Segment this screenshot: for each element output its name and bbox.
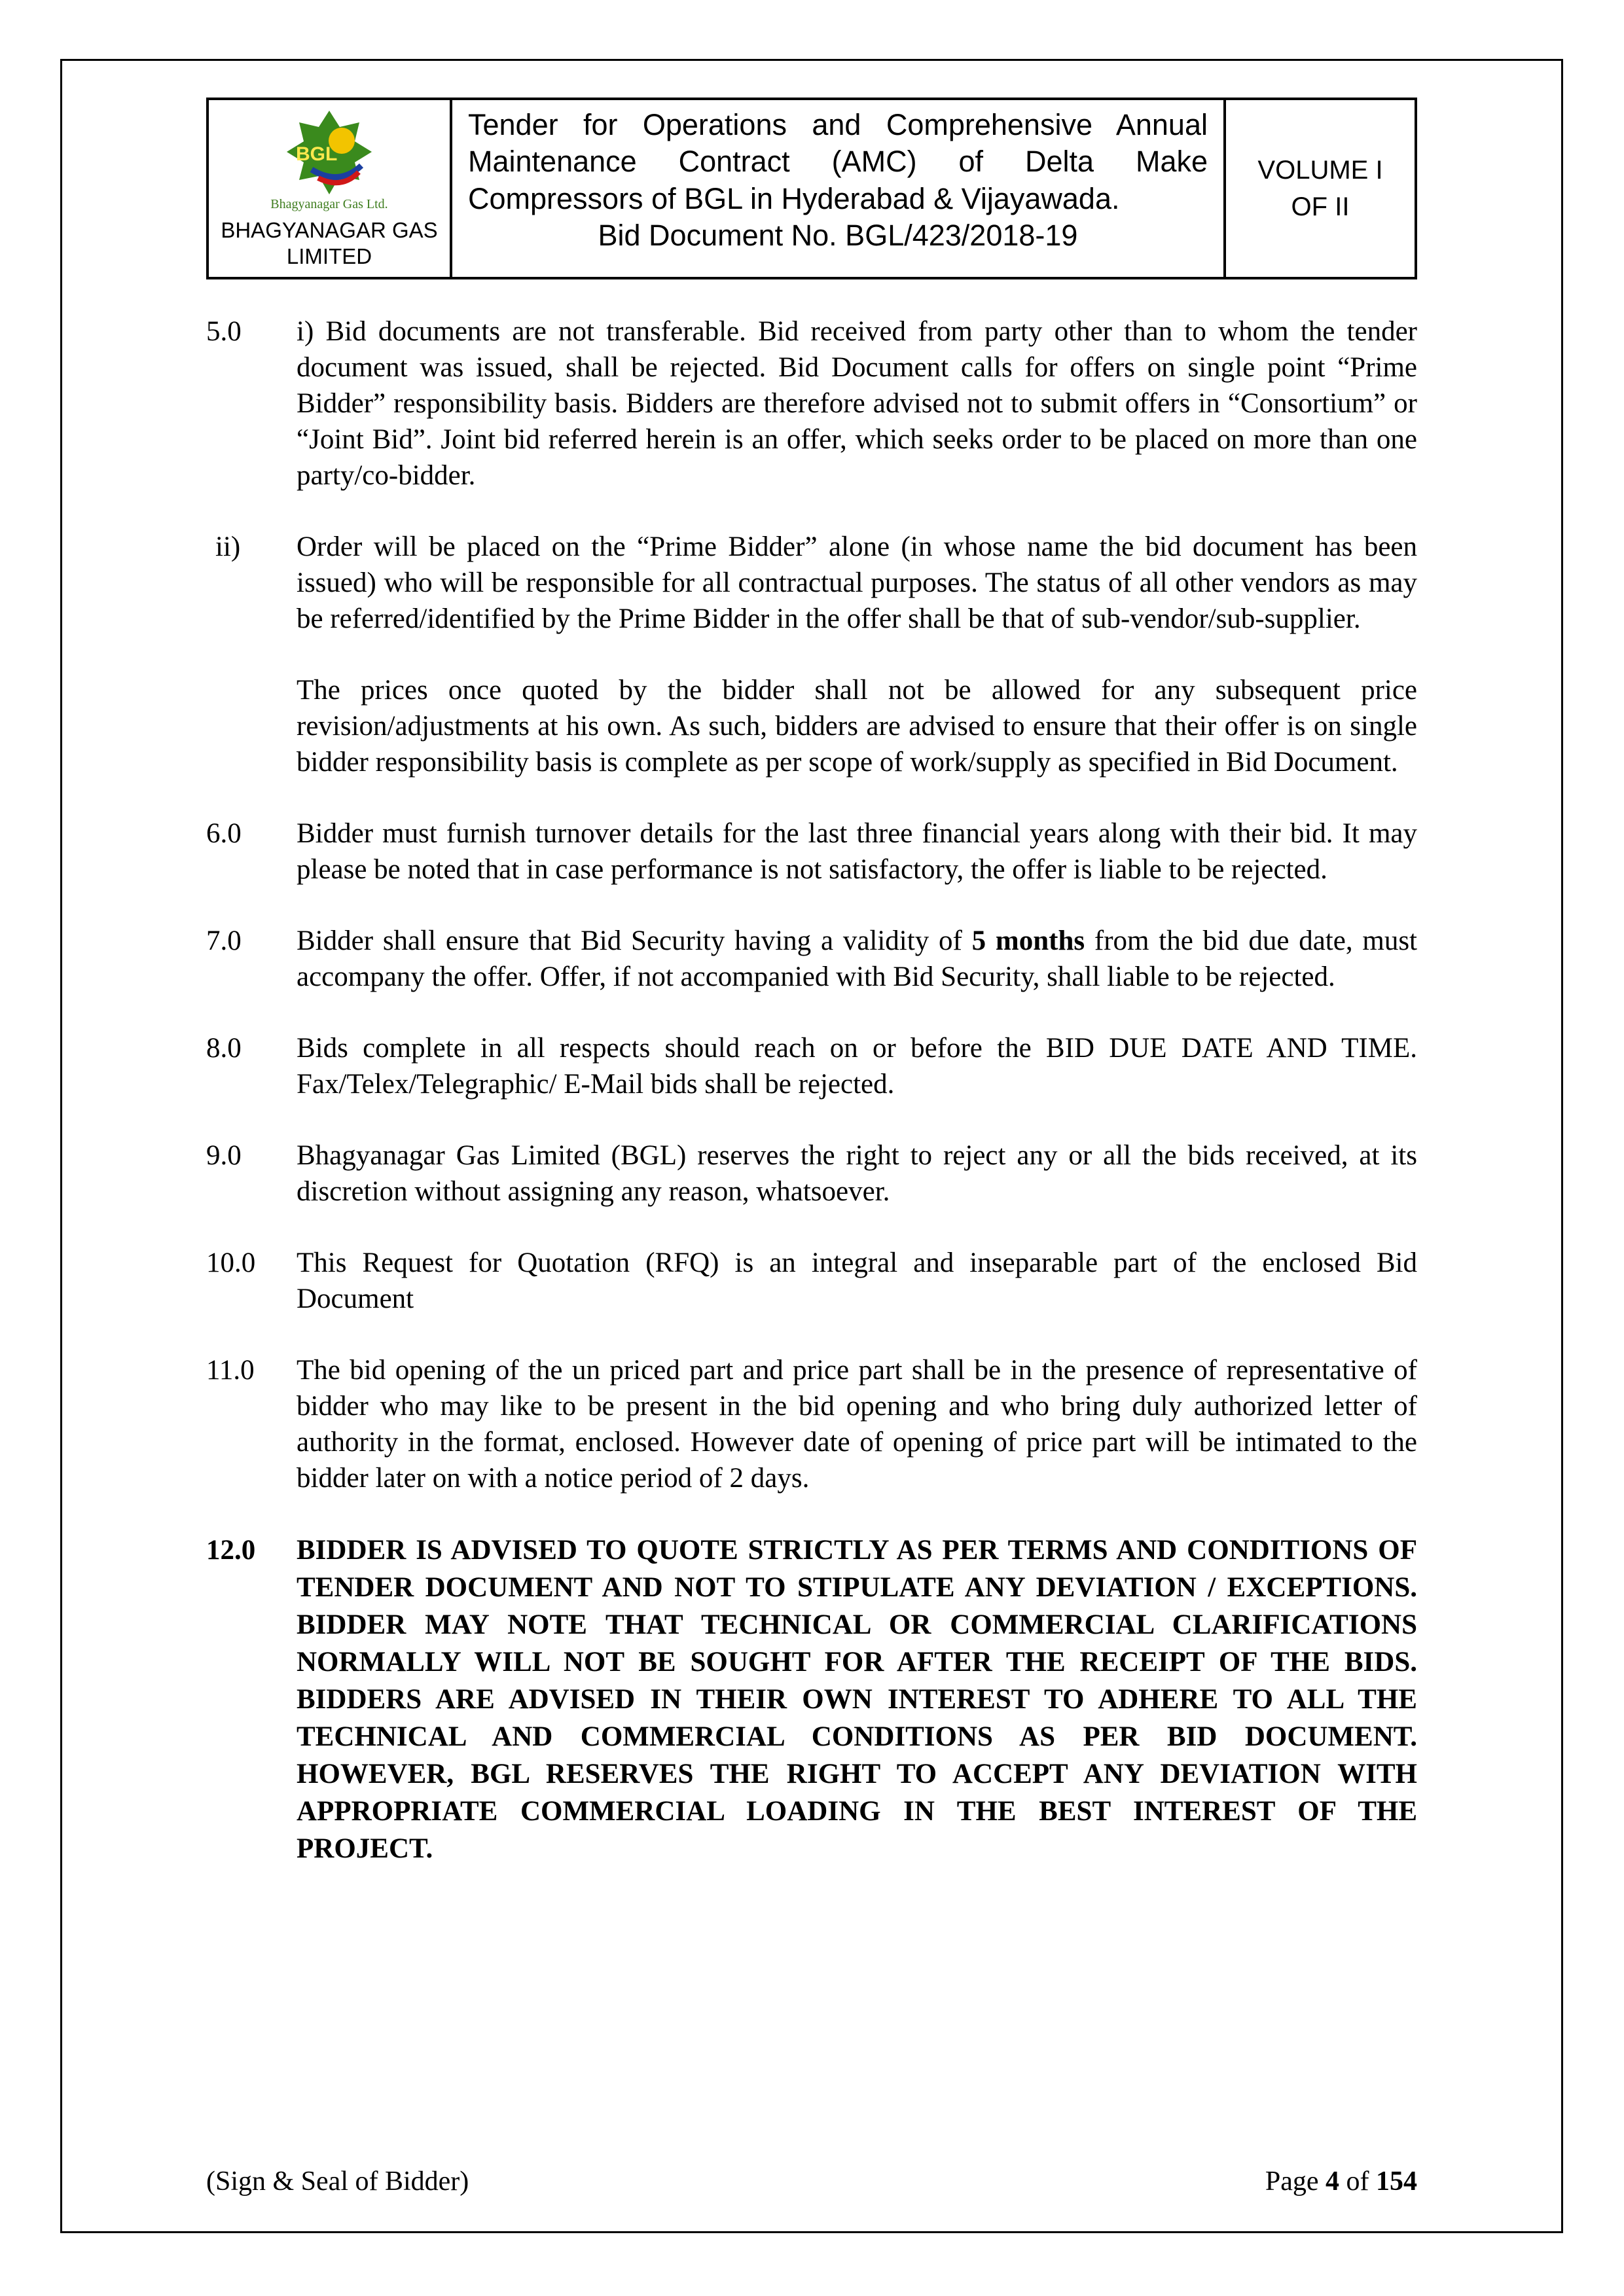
total-pages: 154 <box>1376 2166 1417 2197</box>
sign-seal-note: (Sign & Seal of Bidder) <box>206 2166 469 2197</box>
paragraph-number: 9.0 <box>206 1139 242 1171</box>
paragraph-number: 10.0 <box>206 1247 256 1278</box>
paragraph-number: 12.0 <box>206 1534 256 1566</box>
logo-cell <box>209 100 452 277</box>
document-header <box>206 98 1417 279</box>
volume-cell <box>1226 100 1415 277</box>
company-name: BHAGYANAGAR GAS LIMITED <box>221 218 438 269</box>
volume-line-2: OF II <box>1291 192 1350 221</box>
paragraph-text: Order will be placed on the “Prime Bidder” alone (in whose name the bid document has been issued) who will be responsible for all contractual purposes. The status of all other vendors as may be referred/identified by the Prime Bidder in the offer shall be that of sub-vendor/sub-supplier. <box>297 531 1417 634</box>
paragraph <box>206 1030 1417 1102</box>
paragraph-text: i) Bid documents are not transferable. Bid received from party other than to whom the tender document was issued, shall be rejected. Bid Document calls for offers on single point “Prime Bidder” responsibility basis. Bidders are therefore advised not to submit offers in “Consortium” or “Joint Bid”. Joint bid referred herein is an offer, which seeks order to be placed on more than one party/co-bidder. <box>297 315 1417 491</box>
page-of-text: of <box>1339 2166 1376 2197</box>
paragraph-number: 11.0 <box>206 1354 255 1386</box>
paragraph-text: Bhagyanagar Gas Limited (BGL) reserves the right to reject any or all the bids received, at its discretion without assigning any reason, whatsoever. <box>297 1139 1417 1207</box>
paragraph <box>206 314 1417 493</box>
paragraph-number: ii) <box>215 531 241 562</box>
tender-title: Tender for Operations and Comprehensive Annual Maintenance Contract (AMC) of Delta Make Compressors of BGL in Hyderabad & Vijayawada. <box>468 108 1208 215</box>
paragraph <box>206 1245 1417 1317</box>
paragraph-number <box>206 672 297 780</box>
paragraph <box>206 672 1417 780</box>
paragraph-text: This Request for Quotation (RFQ) is an integral and inseparable part of the enclosed Bid Document <box>297 1247 1417 1314</box>
paragraph-number: 5.0 <box>206 315 242 347</box>
volume-line-1: VOLUME I <box>1257 155 1383 185</box>
paragraph-number: 8.0 <box>206 1032 242 1064</box>
paragraph-text: The prices once quoted by the bidder shall not be allowed for any subsequent price revision/adjustments at his own. As such, bidders are advised to ensure that their offer is on single bidder responsibility basis is complete as per scope of work/supply as specified in Bid Document. <box>297 674 1417 778</box>
page-border-frame <box>60 59 1563 2233</box>
paragraph <box>206 1532 1417 1867</box>
logo-monogram: BGL <box>296 143 338 165</box>
page-footer <box>206 2166 1417 2197</box>
logo-caption: Bhagyanagar Gas Ltd. <box>270 197 388 211</box>
paragraph <box>206 529 1417 637</box>
paragraph-number: 6.0 <box>206 817 242 849</box>
paragraph-text: The bid opening of the un priced part and price part shall be in the presence of representative of bidder who may like to be present in the bid opening and who bring duly authorized letter of authority in the format, enclosed. However date of opening of price part will be intimated to the bidder later on with a notice period of 2 days. <box>297 1354 1417 1494</box>
paragraph <box>206 1352 1417 1496</box>
paragraph <box>206 923 1417 995</box>
paragraph-number: 7.0 <box>206 925 242 956</box>
page-prefix: Page <box>1265 2166 1326 2197</box>
paragraph-text: Bidder shall ensure that Bid Security having a validity of 5 months from the bid due date, must accompany the offer. Offer, if not accompanied with Bid Security, shall liable to be rejected. <box>297 925 1418 992</box>
paragraph <box>206 1138 1417 1210</box>
company-logo-icon <box>274 109 385 196</box>
paragraph <box>206 816 1417 888</box>
title-cell <box>452 100 1226 277</box>
paragraph-text: BIDDER IS ADVISED TO QUOTE STRICTLY AS PER TERMS AND CONDITIONS OF TENDER DOCUMENT AND NOT TO STIPULATE ANY DEVIATION / EXCEPTIONS. BIDDER MAY NOTE THAT TECHNICAL OR COMMERCIAL CLARIFICATIONS NORMALLY WILL NOT BE SOUGHT FOR AFTER THE RECEIPT OF THE BIDS. BIDDERS ARE ADVISED IN THEIR OWN INTEREST TO ADHERE TO ALL THE TECHNICAL AND COMMERCIAL CONDITIONS AS PER BID DOCUMENT. HOWEVER, BGL RESERVES THE RIGHT TO ACCEPT ANY DEVIATION WITH APPROPRIATE COMMERCIAL LOADING IN THE BEST INTEREST OF THE PROJECT. <box>297 1534 1417 1864</box>
page-indicator <box>1265 2166 1417 2197</box>
paragraph-text: Bids complete in all respects should reach on or before the BID DUE DATE AND TIME. Fax/Telex/Telegraphic/ E-Mail bids shall be rejected. <box>297 1032 1417 1100</box>
document-body <box>206 314 1417 1867</box>
page-number: 4 <box>1326 2166 1339 2197</box>
paragraph-text: Bidder must furnish turnover details for the last three financial years along with their bid. It may please be noted that in case performance is not satisfactory, the offer is liable to be rejected. <box>297 817 1417 885</box>
bid-document-number: Bid Document No. BGL/423/2018-19 <box>598 218 1078 252</box>
